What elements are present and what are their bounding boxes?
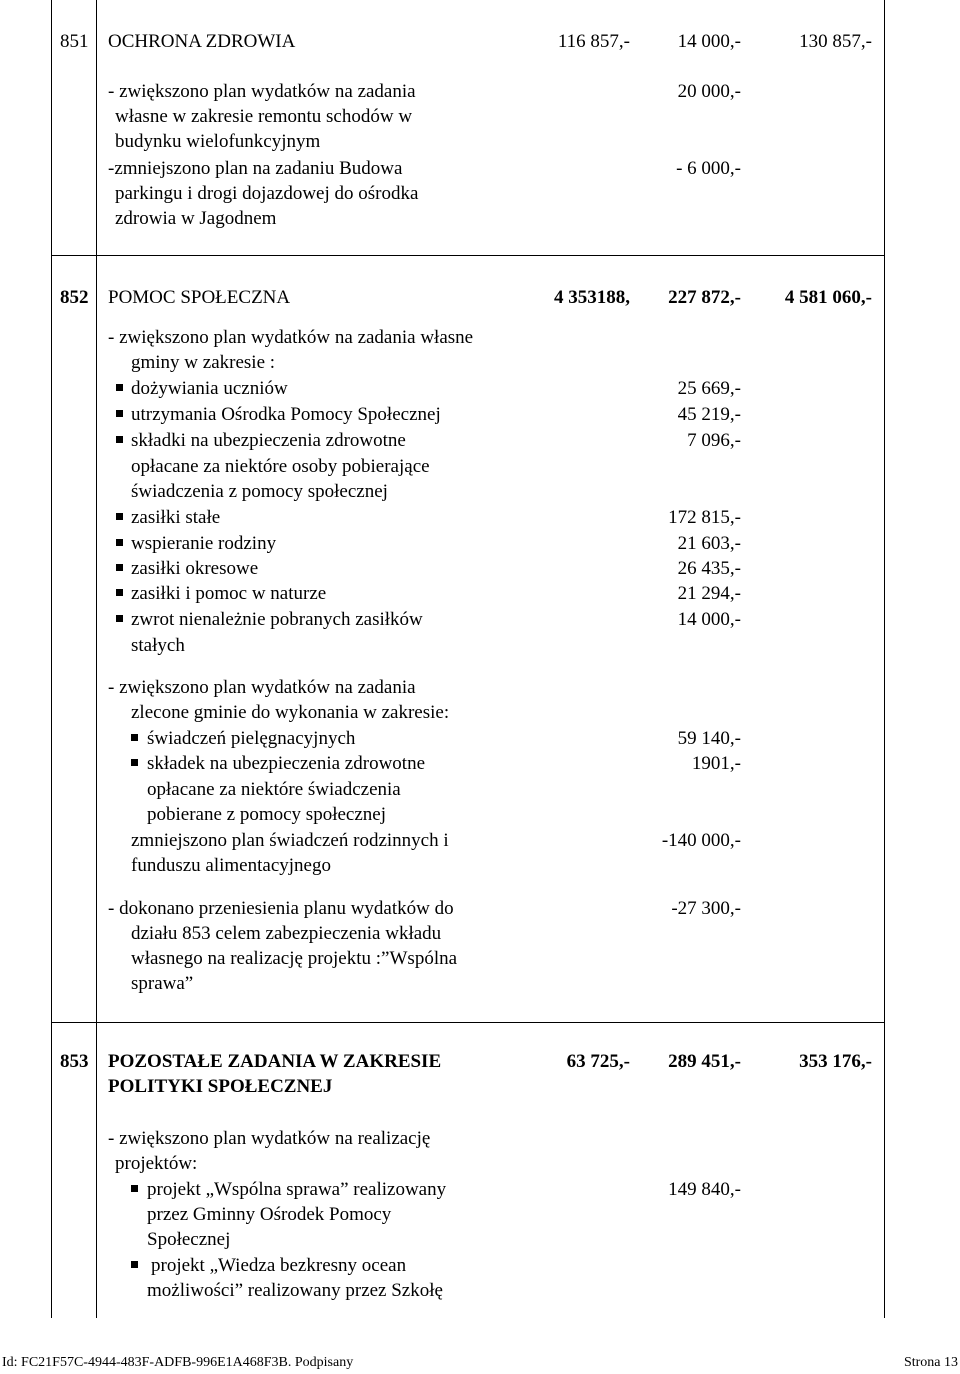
description-line: własne w zakresie remontu schodów w — [115, 106, 413, 127]
description-line: zmniejszono plan świadczeń rodzinnych i — [131, 830, 449, 851]
description-line: opłacane za niektóre osoby pobierające — [131, 456, 430, 477]
section-code: 852 — [60, 287, 89, 308]
description-line: zasiłki okresowe — [131, 558, 259, 579]
section-divider — [51, 1022, 884, 1023]
description-line: świadczenia z pomocy społecznej — [131, 481, 388, 502]
description-line: zwrot nienależnie pobranych zasiłków — [131, 609, 423, 630]
line-amount: 21 294,- — [677, 583, 741, 604]
description-line: świadczeń pielęgnacyjnych — [147, 728, 356, 749]
line-amount: 149 840,- — [668, 1179, 741, 1200]
description-line: funduszu alimentacyjnego — [131, 855, 331, 876]
line-amount: -27 300,- — [671, 898, 741, 919]
line-amount: 14 000,- — [677, 609, 741, 630]
section-title: POMOC SPOŁECZNA — [108, 287, 291, 308]
description-line: - zwiększono plan wydatków na zadania — [108, 81, 416, 102]
bullet-icon — [116, 615, 123, 622]
line-amount: 172 815,- — [668, 507, 741, 528]
description-line: składek na ubezpieczenia zdrowotne — [147, 753, 426, 774]
line-amount: -140 000,- — [661, 830, 741, 851]
section-plan-amount: 4 353188, — [554, 287, 630, 308]
line-amount: 1901,- — [691, 753, 741, 774]
bullet-icon — [116, 513, 123, 520]
line-amount: - 6 000,- — [676, 158, 741, 179]
bullet-icon — [116, 410, 123, 417]
bullet-icon — [131, 1261, 138, 1268]
description-line: - zwiększono plan wydatków na realizację — [108, 1128, 431, 1149]
description-line: zasiłki i pomoc w naturze — [131, 583, 327, 604]
section-change-amount: 14 000,- — [677, 31, 741, 52]
description-line: budynku wielofunkcyjnym — [115, 131, 321, 152]
line-amount: 45 219,- — [677, 404, 741, 425]
section-plan-amount: 63 725,- — [566, 1051, 630, 1072]
description-line: projekt „Wspólna sprawa” realizowany — [147, 1179, 447, 1200]
description-line: sprawa” — [131, 973, 194, 994]
section-title: POLITYKI SPOŁECZNEJ — [108, 1076, 333, 1097]
bullet-icon — [131, 759, 138, 766]
description-line: projektów: — [115, 1153, 198, 1174]
description-line: działu 853 celem zabezpieczenia wkładu — [131, 923, 442, 944]
bullet-icon — [116, 539, 123, 546]
description-line: opłacane za niektóre świadczenia — [147, 779, 401, 800]
description-line: własnego na realizację projektu :”Wspólna — [131, 948, 458, 969]
description-line: utrzymania Ośrodka Pomocy Społecznej — [131, 404, 441, 425]
description-line: dożywiania uczniów — [131, 378, 288, 399]
section-total-amount: 4 581 060,- — [784, 287, 872, 308]
description-line: - dokonano przeniesienia planu wydatków do — [108, 898, 454, 919]
description-line: - zwiększono plan wydatków na zadania — [108, 677, 416, 698]
description-line: -zmniejszono plan na zadaniu Budowa — [108, 158, 403, 179]
line-amount: 7 096,- — [687, 430, 741, 451]
section-change-amount: 289 451,- — [668, 1051, 741, 1072]
description-line: - zwiększono plan wydatków na zadania własne — [108, 327, 474, 348]
bullet-icon — [116, 589, 123, 596]
section-change-amount: 227 872,- — [668, 287, 741, 308]
description-line: przez Gminny Ośrodek Pomocy — [147, 1204, 392, 1225]
section-divider — [51, 255, 884, 256]
description-line: zlecone gminie do wykonania w zakresie: — [131, 702, 450, 723]
section-title: POZOSTAŁE ZADANIA W ZAKRESIE — [108, 1051, 442, 1072]
description-line: pobierane z pomocy społecznej — [147, 804, 386, 825]
section-code: 851 — [60, 31, 89, 52]
code-column-divider — [96, 0, 97, 1318]
section-code: 853 — [60, 1051, 89, 1072]
section-title: OCHRONA ZDROWIA — [108, 31, 296, 52]
description-line: gminy w zakresie : — [131, 352, 276, 373]
document-id-footer: Id: FC21F57C-4944-483F-ADFB-996E1A468F3B. Podpisany — [2, 1355, 354, 1370]
section-plan-amount: 116 857,- — [557, 31, 630, 52]
bullet-icon — [131, 1185, 138, 1192]
description-line: projekt „Wiedza bezkresny ocean — [151, 1255, 407, 1276]
description-line: zasiłki stałe — [131, 507, 221, 528]
bullet-icon — [116, 564, 123, 571]
bullet-icon — [116, 436, 123, 443]
description-line: składki na ubezpieczenia zdrowotne — [131, 430, 406, 451]
description-line: wspieranie rodziny — [131, 533, 277, 554]
bullet-icon — [116, 384, 123, 391]
description-line: Społecznej — [147, 1229, 231, 1250]
page-number: Strona 13 — [903, 1355, 958, 1370]
bullet-icon — [131, 734, 138, 741]
description-line: parkingu i drogi dojazdowej do ośrodka — [115, 183, 419, 204]
line-amount: 21 603,- — [677, 533, 741, 554]
section-total-amount: 130 857,- — [799, 31, 872, 52]
line-amount: 25 669,- — [677, 378, 741, 399]
description-line: możliwości” realizowany przez Szkołę — [147, 1280, 443, 1301]
line-amount: 59 140,- — [677, 728, 741, 749]
line-amount: 20 000,- — [677, 81, 741, 102]
description-line: stałych — [131, 635, 185, 656]
line-amount: 26 435,- — [677, 558, 741, 579]
description-line: zdrowia w Jagodnem — [115, 208, 277, 229]
section-total-amount: 353 176,- — [799, 1051, 872, 1072]
